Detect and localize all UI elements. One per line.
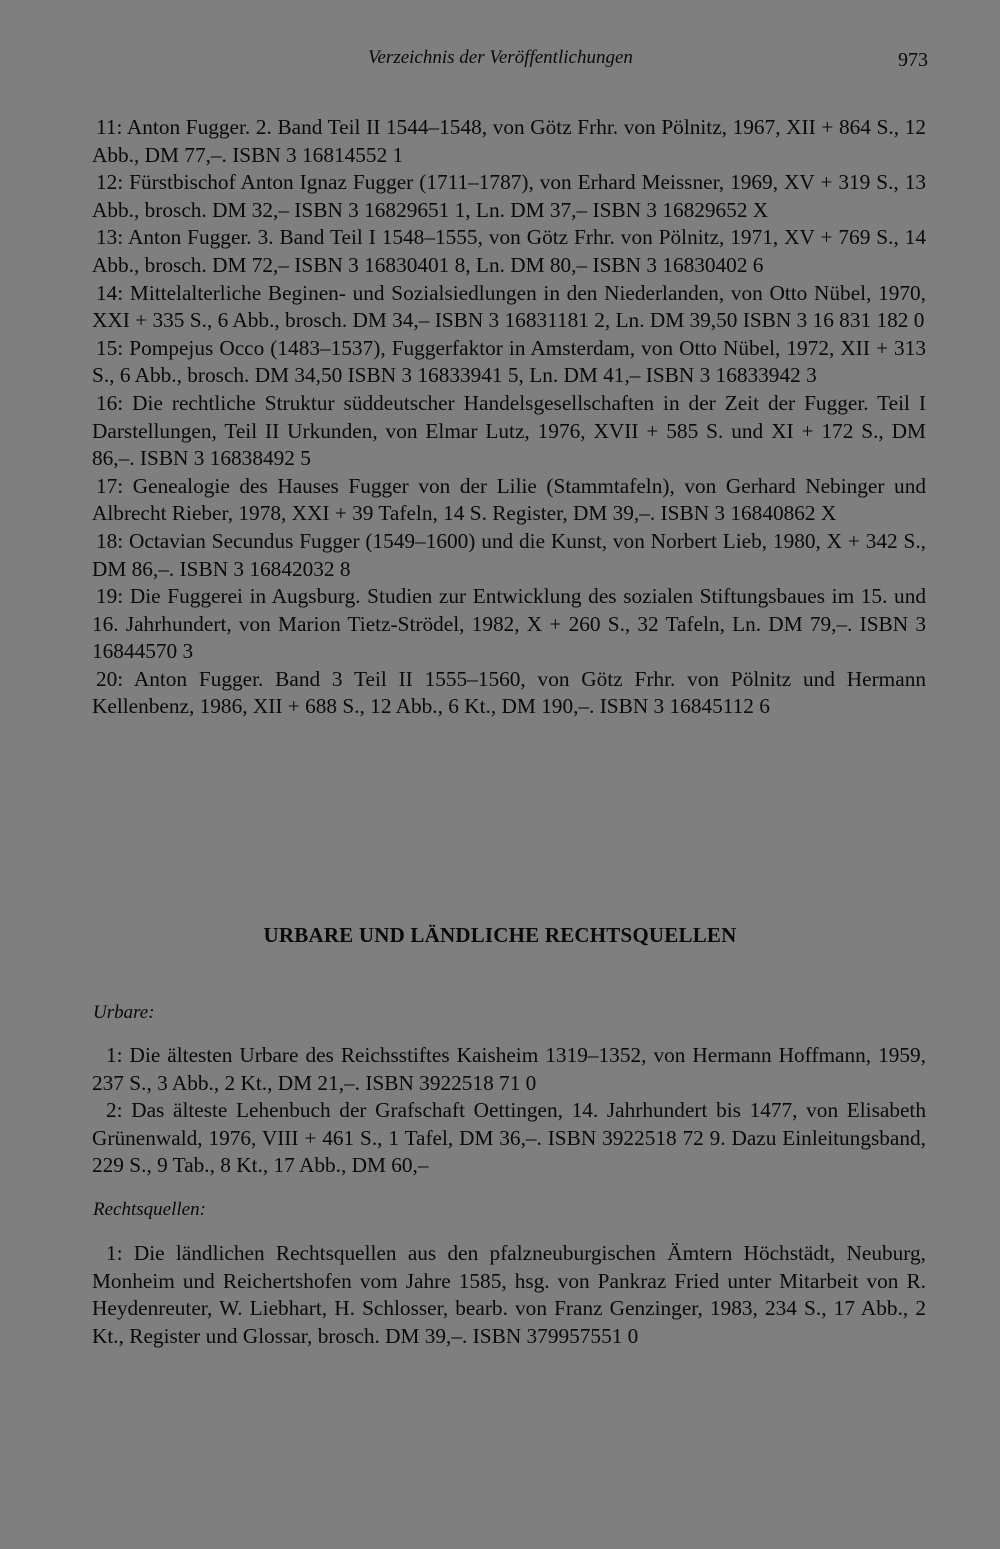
page-number: 973 (898, 49, 928, 71)
publication-entry-15: 15: Pompejus Occo (1483–1537), Fuggerfaktor in Amsterdam, von Otto Nübel, 1972, XII + 313 S., 6 Abb., brosch. DM 34,50 ISBN 3 16833941 5, Ln. DM 41,– ISBN 3 16833942 3 (92, 335, 926, 388)
rechtsquellen-list (92, 1240, 926, 1350)
section-heading: URBARE UND LÄNDLICHE RECHTSQUELLEN (263, 923, 737, 947)
urbare-subheading: Urbare: (93, 1002, 155, 1023)
publication-entry-13: 13: Anton Fugger. 3. Band Teil I 1548–1555, von Götz Frhr. von Pölnitz, 1971, XV + 769 S., 14 Abb., brosch. DM 72,– ISBN 3 16830401 8, Ln. DM 80,– ISBN 3 16830402 6 (92, 225, 926, 277)
urbare-list (92, 1042, 926, 1180)
publication-entry-12: 12: Fürstbischof Anton Ignaz Fugger (1711–1787), von Erhard Meissner, 1969, XV + 319 S., 13 Abb., brosch. DM 32,– ISBN 3 16829651 1, Ln. DM 37,– ISBN 3 16829652 X (92, 170, 926, 222)
publication-list (92, 114, 926, 721)
publication-entry-18: 18: Octavian Secundus Fugger (1549–1600) und die Kunst, von Norbert Lieb, 1980, X + 342 S., DM 86,–. ISBN 3 16842032 8 (92, 528, 926, 581)
rechtsquellen-entry-1: 1: Die ländlichen Rechtsquellen aus den pfalzneuburgischen Ämtern Höchstädt, Neuburg, Monheim und Reichertshofen vom Jahre 1585, hsg. von Pankraz Fried unter Mitarbeit von R. Heydenreuter, W. Liebhart, H. Schlosser, bearb. von Franz Genzinger, 1983, 234 S., 17 Abb., 2 Kt., Register und Glossar, brosch. DM 39,–. ISBN 379957551 0 (92, 1241, 926, 1348)
publication-entry-19: 19: Die Fuggerei in Augsburg. Studien zur Entwicklung des sozialen Stiftungsbaues im 15. und 16. Jahrhundert, von Marion Tietz-Strödel, 1982, X + 260 S., 32 Tafeln, Ln. DM 79,–. ISBN 3 16844570 3 (92, 584, 926, 664)
publication-entry-17: 17: Genealogie des Hauses Fugger von der Lilie (Stammtafeln), von Gerhard Nebinger und Albrecht Rieber, 1978, XXI + 39 Tafeln, 14 S. Register, DM 39,–. ISBN 3 16840862 X (92, 473, 926, 526)
running-header-title: Verzeichnis der Veröffentlichungen (368, 47, 633, 68)
publication-entry-20: 20: Anton Fugger. Band 3 Teil II 1555–1560, von Götz Frhr. von Pölnitz und Hermann Kellenbenz, 1986, XII + 688 S., 12 Abb., 6 Kt., DM 190,–. ISBN 3 16845112 6 (92, 666, 926, 719)
publication-entry-14: 14: Mittelalterliche Beginen- und Sozialsiedlungen in den Niederlanden, von Otto Nübel, 1970, XXI + 335 S., 6 Abb., brosch. DM 34,– ISBN 3 16831181 2, Ln. DM 39,50 ISBN 3 16 831 182 0 (92, 280, 926, 333)
urbare-entry-2: 2: Das älteste Lehenbuch der Grafschaft Oettingen, 14. Jahrhundert bis 1477, von Elisabeth Grünenwald, 1976, VIII + 461 S., 1 Tafel, DM 36,–. ISBN 3922518 72 9. Dazu Einleitungsband, 229 S., 9 Tab., 8 Kt., 17 Abb., DM 60,– (92, 1098, 926, 1178)
publication-entry-16: 16: Die rechtliche Struktur süddeutscher Handelsgesellschaften in der Zeit der Fugger. Teil I Darstellungen, Teil II Urkunden, von Elmar Lutz, 1976, XVII + 585 S. und XI + 172 S., DM 86,–. ISBN 3 16838492 5 (92, 390, 926, 471)
publication-entry-11: 11: Anton Fugger. 2. Band Teil II 1544–1548, von Götz Frhr. von Pölnitz, 1967, XII + 864 S., 12 Abb., DM 77,–. ISBN 3 16814552 1 (92, 115, 926, 167)
urbare-entry-1: 1: Die ältesten Urbare des Reichsstiftes Kaisheim 1319–1352, von Hermann Hoffmann, 1959, 237 S., 3 Abb., 2 Kt., DM 21,–. ISBN 3922518 71 0 (92, 1043, 926, 1095)
rechtsquellen-subheading: Rechtsquellen: (93, 1199, 206, 1220)
